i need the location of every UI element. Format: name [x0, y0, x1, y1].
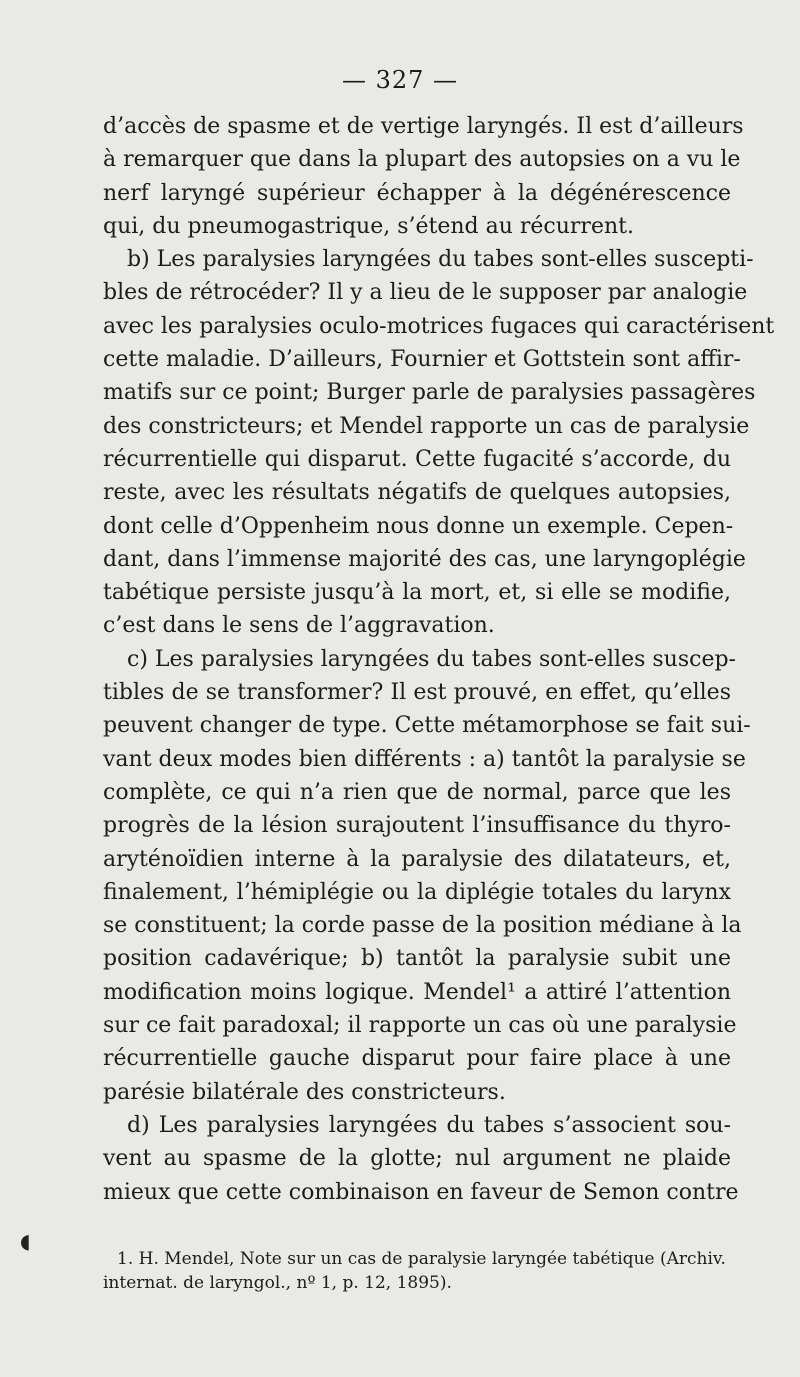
text-line: mieux que cette combinaison en faveur de Semon contre [103, 1179, 739, 1205]
text-line: à remarquer que dans la plupart des autopsies on a vu le [103, 147, 741, 173]
text-line: vant deux modes bien différents : a) tantôt la paralysie se [103, 746, 746, 772]
text-line: complète, ce qui n’a rien que de normal, parce que les [103, 779, 731, 805]
text-line: matifs sur ce point; Burger parle de paralysies passagères [103, 380, 756, 406]
text-line: finalement, l’hémiplégie ou la diplégie totales du larynx [103, 879, 731, 905]
text-line: dant, dans l’immense majorité des cas, une laryngoplégie [103, 546, 746, 572]
text-line: récurrentielle qui disparut. Cette fugacité s’accorde, du [103, 446, 731, 472]
text-line: c) Les paralysies laryngées du tabes sont-elles suscep- [127, 646, 736, 672]
footnote [103, 1247, 731, 1295]
text-line: bles de rétrocéder? Il y a lieu de le supposer par analogie [103, 280, 748, 306]
text-line: récurrentielle gauche disparut pour faire place à une [103, 1046, 731, 1072]
text-line: vent au spasme de la glotte; nul argument ne plaide [103, 1146, 731, 1172]
text-line: aryténoïdien interne à la paralysie des dilatateurs, et, [103, 846, 731, 872]
text-line: d) Les paralysies laryngées du tabes s’associent sou- [127, 1112, 731, 1138]
footnote-line: internat. de laryngol., nº 1, p. 12, 1895). [103, 1273, 452, 1293]
text-line: avec les paralysies oculo-motrices fugaces qui caractérisent [103, 313, 775, 339]
text-line: dont celle d’Oppenheim nous donne un exemple. Cepen- [103, 513, 734, 539]
text-line: des constricteurs; et Mendel rapporte un cas de paralysie [103, 413, 750, 439]
text-line: sur ce fait paradoxal; il rapporte un cas où une paralysie [103, 1013, 737, 1039]
text-line: d’accès de spasme et de vertige laryngés. Il est d’ailleurs [103, 114, 744, 139]
text-line: reste, avec les résultats négatifs de quelques autopsies, [103, 480, 731, 506]
text-line: qui, du pneumogastrique, s’étend au récurrent. [103, 213, 634, 239]
text-line: modification moins logique. Mendel¹ a attiré l’attention [103, 979, 731, 1005]
text-line: se constituent; la corde passe de la position médiane à la [103, 913, 742, 939]
text-line: b) Les paralysies laryngées du tabes sont-elles suscepti- [127, 247, 754, 273]
text-line: nerf laryngé supérieur échapper à la dégénérescence [103, 180, 731, 206]
text-line: peuvent changer de type. Cette métamorphose se fait sui- [103, 713, 751, 739]
text-line: cette maladie. D’ailleurs, Fournier et Gottstein sont affir- [103, 347, 741, 373]
footnote-line: 1. H. Mendel, Note sur un cas de paralysie laryngée tabétique (Archiv. [117, 1249, 726, 1269]
text-line: parésie bilatérale des constricteurs. [103, 1079, 506, 1105]
body-text [103, 110, 775, 1209]
text-line: tibles de se transformer? Il est prouvé, en effet, qu’elles [103, 680, 731, 706]
text-line: position cadavérique; b) tantôt la paralysie subit une [103, 946, 731, 972]
page-number: — 327 — [341, 66, 459, 94]
text-line: tabétique persiste jusqu’à la mort, et, si elle se modifie, [103, 580, 731, 606]
text-line: progrès de la lésion surajoutent l’insuffisance du thyro- [103, 813, 731, 839]
margin-mark: ◖ [20, 1229, 31, 1253]
text-line: c’est dans le sens de l’aggravation. [103, 613, 495, 639]
